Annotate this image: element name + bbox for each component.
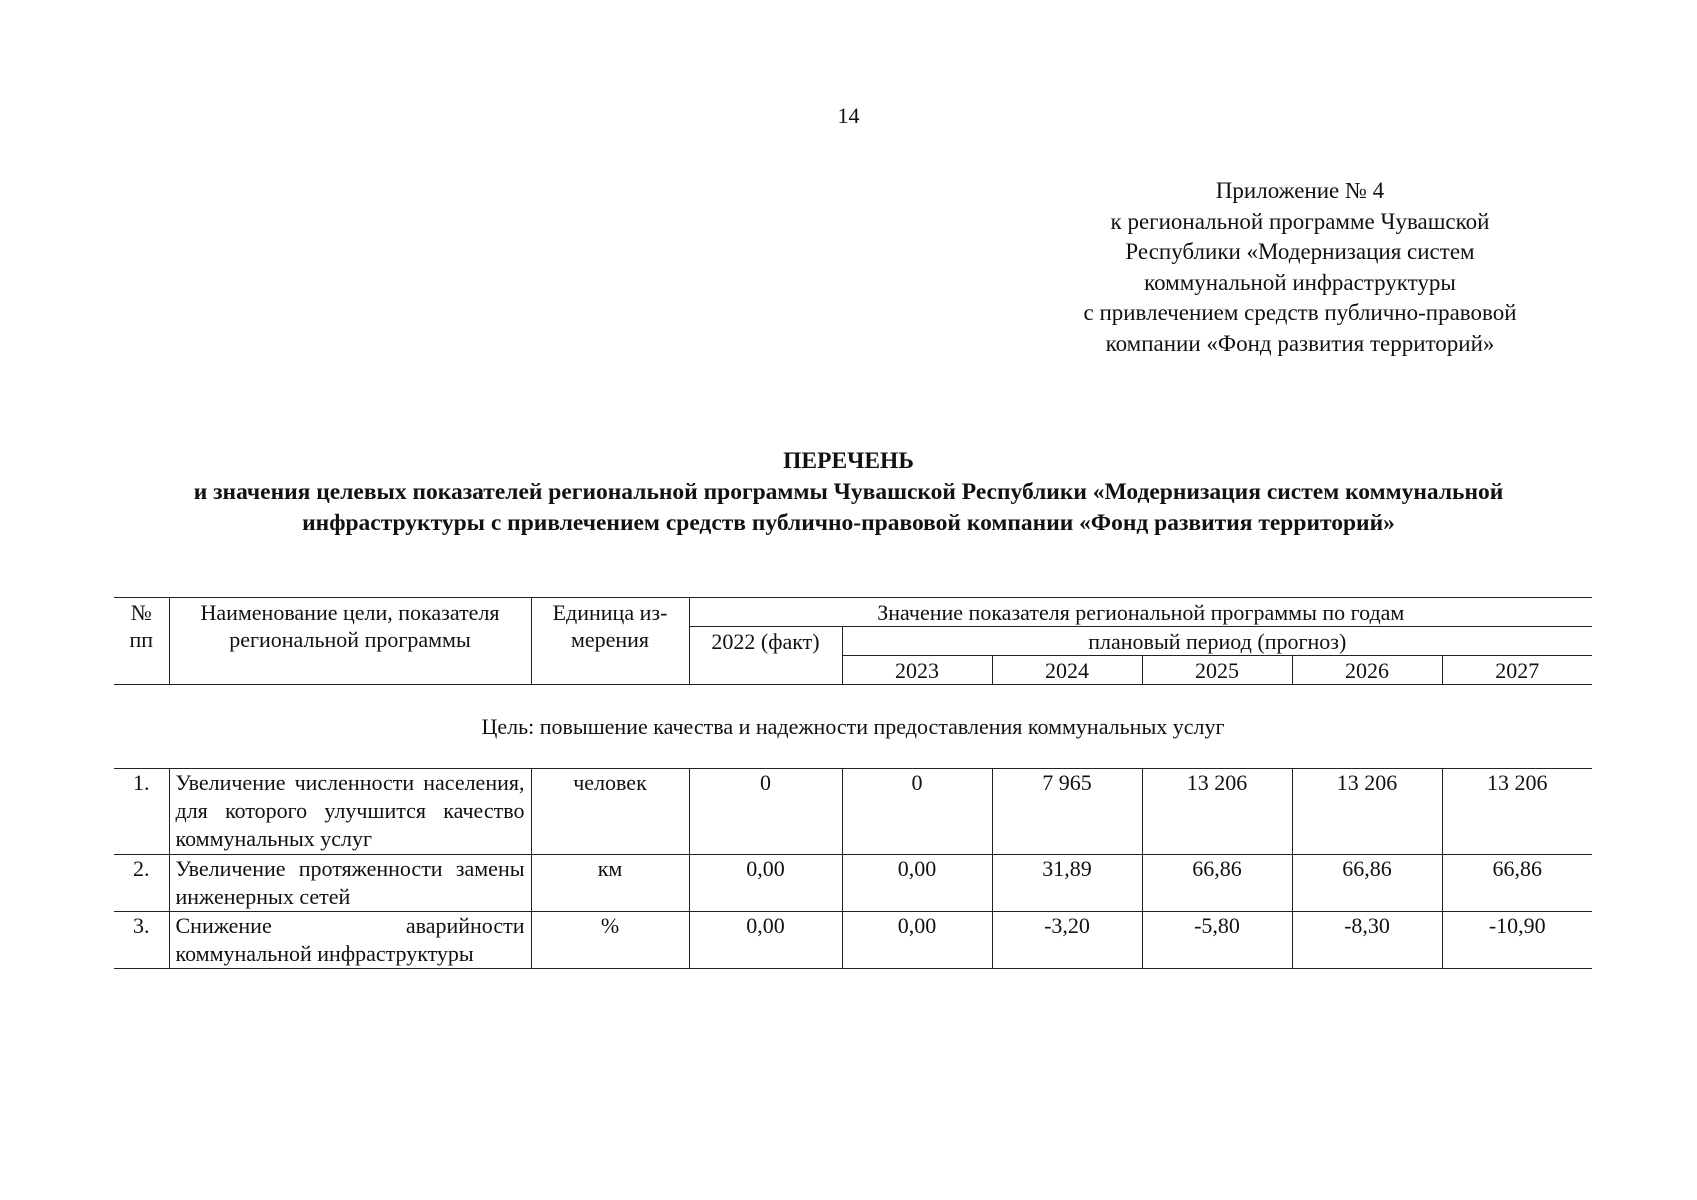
row-value: 13 206 xyxy=(1487,770,1548,795)
appendix-line: к региональной программе Чувашской xyxy=(1110,208,1490,234)
page-number: 14 xyxy=(837,103,860,128)
row-value: 66,86 xyxy=(1142,855,1292,912)
header-year: 2023 xyxy=(842,656,992,685)
row-value: 13 206 xyxy=(1142,769,1292,855)
row-value: 0,00 xyxy=(689,912,842,969)
row-value: 0,00 xyxy=(842,855,992,912)
title-line: инфраструктуры с привлечением средств публично-правовой компании «Фонд развития территорий» xyxy=(302,510,1395,536)
goal-statement: Цель: повышение качества и надежности предоставления коммунальных услуг xyxy=(481,714,1225,739)
row-unit: человек xyxy=(531,769,689,855)
appendix-line: компании «Фонд развития территорий» xyxy=(1105,330,1495,356)
header-year: 2026 xyxy=(1292,656,1442,685)
row-num: 1. xyxy=(114,769,169,855)
row-value: 0 xyxy=(842,769,992,855)
row-num: 3. xyxy=(114,912,169,969)
title-main: ПЕРЕЧЕНЬ xyxy=(783,448,914,474)
row-value: 0 xyxy=(689,769,842,855)
table-row xyxy=(114,912,1592,969)
row-unit: % xyxy=(531,912,689,969)
row-name: Снижение аварийности коммунальной инфраструктуры xyxy=(169,912,531,969)
indicators-table-header xyxy=(114,597,1592,685)
row-unit: км xyxy=(531,855,689,912)
row-value: -8,30 xyxy=(1292,912,1442,969)
row-value: 0,00 xyxy=(842,912,992,969)
row-value: 66,86 xyxy=(1292,855,1442,912)
header-plan-group: плановый период (прогноз) xyxy=(842,627,1592,656)
header-year: 2025 xyxy=(1142,656,1292,685)
row-name: Увеличение численности населения, для которого улучшится качество коммунальных услуг xyxy=(169,769,531,855)
appendix-line: Приложение № 4 xyxy=(1215,178,1385,203)
header-year: 2027 xyxy=(1442,656,1592,685)
header-values-group: Значение показателя региональной программы по годам xyxy=(689,598,1592,627)
document-title xyxy=(0,446,1697,539)
row-value: -3,20 xyxy=(992,912,1142,969)
header-num: № пп xyxy=(114,598,169,685)
appendix-line: Республики «Модернизация систем xyxy=(1125,239,1475,264)
header-fact-year: 2022 (факт) xyxy=(689,627,842,685)
table-row xyxy=(114,855,1592,912)
row-num: 2. xyxy=(114,855,169,912)
row-value: 7 965 xyxy=(992,769,1142,855)
appendix-note xyxy=(1000,176,1600,359)
indicators-table-body xyxy=(114,768,1592,969)
appendix-line: коммунальной инфраструктуры xyxy=(1144,269,1456,295)
title-line: и значения целевых показателей региональной программы Чувашской Республики «Модернизация систем коммунальной xyxy=(193,479,1504,505)
row-value: 31,89 xyxy=(992,855,1142,912)
header-name: Наименование цели, показателя региональной программы xyxy=(169,598,531,685)
row-value: 0,00 xyxy=(689,855,842,912)
table-row xyxy=(114,769,1592,855)
row-name: Увеличение протяженности замены инженерных сетей xyxy=(169,855,531,912)
appendix-line: с привлечением средств публично-правовой xyxy=(1083,300,1517,325)
row-value: 13 206 xyxy=(1292,769,1442,855)
row-value: 66,86 xyxy=(1492,856,1542,881)
row-value: -10,90 xyxy=(1488,913,1546,938)
header-year: 2024 xyxy=(992,656,1142,685)
row-value: -5,80 xyxy=(1142,912,1292,969)
header-unit: Единица из-мерения xyxy=(531,598,689,685)
